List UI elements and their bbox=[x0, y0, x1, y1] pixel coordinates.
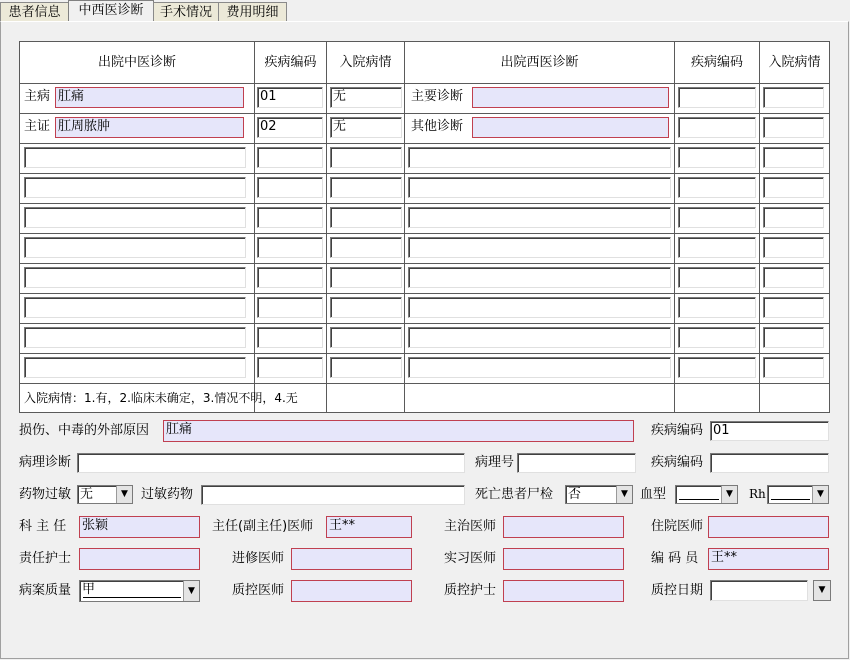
primary-diagnosis-input[interactable] bbox=[472, 87, 669, 108]
trainee-doctor-input[interactable] bbox=[291, 548, 412, 570]
dropdown-arrow-icon[interactable]: ▼ bbox=[812, 486, 828, 503]
record-quality-label: 病案质量 bbox=[19, 583, 72, 598]
other-diagnosis-input[interactable] bbox=[472, 117, 669, 138]
blood-type-label: 血型 bbox=[640, 487, 667, 502]
qc-date-label: 质控日期 bbox=[651, 583, 704, 598]
rh-label: Rh bbox=[749, 487, 766, 501]
main-syndrome-input[interactable]: 肛周脓肿 bbox=[55, 117, 244, 138]
wm-diagnosis-input[interactable] bbox=[408, 237, 671, 258]
injury-code-label: 疾病编码 bbox=[651, 423, 704, 438]
chief-doctor-label: 主任(副主任)医师 bbox=[212, 519, 314, 534]
other-diagnosis-label: 其他诊断 bbox=[411, 119, 464, 134]
wm-code-input[interactable] bbox=[678, 177, 756, 198]
wm-admit-input[interactable] bbox=[763, 267, 824, 288]
dept-head-label: 科 主 任 bbox=[19, 519, 67, 534]
tcm-diagnosis-input[interactable] bbox=[24, 357, 246, 378]
main-disease-admit-input[interactable]: 无 bbox=[330, 87, 402, 108]
tcm-code-input[interactable] bbox=[257, 207, 323, 228]
attending-doctor-input[interactable] bbox=[503, 516, 624, 538]
wm-diagnosis-input[interactable] bbox=[408, 327, 671, 348]
pathology-diagnosis-input[interactable] bbox=[77, 453, 465, 473]
qc-doctor-input[interactable] bbox=[291, 580, 412, 602]
tcm-admit-input[interactable] bbox=[330, 297, 402, 318]
wm-code-input[interactable] bbox=[678, 297, 756, 318]
wm-diagnosis-input[interactable] bbox=[408, 177, 671, 198]
wm-code-input[interactable] bbox=[678, 147, 756, 168]
main-disease-label: 主病 bbox=[24, 89, 51, 104]
qc-nurse-label: 质控护士 bbox=[444, 583, 497, 598]
tcm-diagnosis-input[interactable] bbox=[24, 267, 246, 288]
main-syndrome-code-input[interactable]: 02 bbox=[257, 117, 323, 138]
autopsy-select[interactable] bbox=[565, 485, 633, 504]
tcm-diagnosis-input[interactable] bbox=[24, 177, 246, 198]
tcm-admit-input[interactable] bbox=[330, 207, 402, 228]
tcm-code-input[interactable] bbox=[257, 267, 323, 288]
wm-admit-input[interactable] bbox=[763, 297, 824, 318]
tcm-diagnosis-input[interactable] bbox=[24, 297, 246, 318]
wm-admit-input[interactable] bbox=[763, 357, 824, 378]
calendar-dropdown-icon[interactable]: ▼ bbox=[814, 581, 830, 600]
primary-diagnosis-admit-input[interactable] bbox=[763, 87, 824, 108]
attending-doctor-label: 主治医师 bbox=[444, 519, 497, 534]
dept-head-input[interactable]: 张颖 bbox=[79, 516, 200, 538]
coder-input[interactable]: 王** bbox=[708, 548, 829, 570]
tcm-diagnosis-header: 出院中医诊断 bbox=[97, 55, 176, 70]
responsible-nurse-label: 责任护士 bbox=[19, 551, 72, 566]
tcm-admit-input[interactable] bbox=[330, 327, 402, 348]
resident-doctor-label: 住院医师 bbox=[651, 519, 704, 534]
blood-type-select[interactable] bbox=[675, 485, 738, 504]
intern-doctor-label: 实习医师 bbox=[444, 551, 497, 566]
pathology-number-label: 病理号 bbox=[475, 455, 515, 470]
wm-code-header: 疾病编码 bbox=[690, 55, 743, 70]
dropdown-arrow-icon[interactable]: ▼ bbox=[116, 486, 132, 503]
wm-admit-input[interactable] bbox=[763, 147, 824, 168]
chief-doctor-input[interactable]: 王** bbox=[326, 516, 412, 538]
wm-diagnosis-input[interactable] bbox=[408, 357, 671, 378]
tcm-admit-input[interactable] bbox=[330, 237, 402, 258]
tab-patient-info[interactable]: 患者信息 bbox=[0, 2, 69, 21]
wm-diagnosis-input[interactable] bbox=[408, 207, 671, 228]
primary-diagnosis-label: 主要诊断 bbox=[411, 89, 464, 104]
tcm-diagnosis-input[interactable] bbox=[24, 237, 246, 258]
coder-label: 编 码 员 bbox=[651, 551, 699, 566]
wm-diagnosis-input[interactable] bbox=[408, 297, 671, 318]
injury-cause-input[interactable]: 肛痛 bbox=[163, 420, 634, 442]
main-syndrome-admit-input[interactable]: 无 bbox=[330, 117, 402, 138]
autopsy-value: 否 bbox=[568, 487, 582, 502]
pathology-code-label: 疾病编码 bbox=[651, 455, 704, 470]
other-diagnosis-code-input[interactable] bbox=[678, 117, 756, 138]
main-disease-input[interactable]: 肛痛 bbox=[55, 87, 244, 108]
admission-status-note: 入院病情：1.有，2.临床未确定，3.情况不明，4.无 bbox=[24, 391, 298, 405]
tab-cost-detail[interactable]: 费用明细 bbox=[218, 2, 287, 21]
tcm-admit-header: 入院病情 bbox=[339, 55, 392, 70]
dropdown-arrow-icon[interactable]: ▼ bbox=[721, 486, 737, 503]
record-quality-value: 甲 bbox=[82, 582, 96, 597]
other-diagnosis-admit-input[interactable] bbox=[763, 117, 824, 138]
pathology-diagnosis-label: 病理诊断 bbox=[19, 455, 72, 470]
intern-doctor-input[interactable] bbox=[503, 548, 624, 570]
wm-code-input[interactable] bbox=[678, 327, 756, 348]
tcm-admit-input[interactable] bbox=[330, 357, 402, 378]
qc-date-input[interactable] bbox=[710, 580, 808, 601]
record-quality-select[interactable] bbox=[79, 580, 200, 602]
wm-diagnosis-input[interactable] bbox=[408, 147, 671, 168]
tab-bar bbox=[0, 0, 850, 22]
wm-admit-header: 入院病情 bbox=[768, 55, 821, 70]
tcm-code-input[interactable] bbox=[257, 147, 323, 168]
rh-select[interactable] bbox=[767, 485, 829, 504]
tcm-diagnosis-input[interactable] bbox=[24, 207, 246, 228]
tcm-code-input[interactable] bbox=[257, 297, 323, 318]
allergy-drug-input[interactable] bbox=[201, 485, 465, 505]
tcm-admit-input[interactable] bbox=[330, 267, 402, 288]
drug-allergy-value: 无 bbox=[80, 487, 94, 502]
tcm-diagnosis-input[interactable] bbox=[24, 327, 246, 348]
wm-code-input[interactable] bbox=[678, 267, 756, 288]
tcm-diagnosis-input[interactable] bbox=[24, 147, 246, 168]
tcm-code-input[interactable] bbox=[257, 177, 323, 198]
main-disease-code-input[interactable]: 01 bbox=[257, 87, 323, 108]
wm-diagnosis-header: 出院西医诊断 bbox=[500, 55, 579, 70]
tab-surgery[interactable]: 手术情况 bbox=[153, 2, 219, 21]
diagnosis-grid bbox=[19, 41, 830, 413]
wm-code-input[interactable] bbox=[678, 207, 756, 228]
tcm-code-input[interactable] bbox=[257, 237, 323, 258]
resident-doctor-input[interactable] bbox=[708, 516, 829, 538]
wm-admit-input[interactable] bbox=[763, 327, 824, 348]
qc-doctor-label: 质控医师 bbox=[232, 583, 285, 598]
wm-code-input[interactable] bbox=[678, 357, 756, 378]
tab-diagnosis[interactable]: 中西医诊断 bbox=[68, 0, 154, 22]
dropdown-arrow-icon[interactable]: ▼ bbox=[183, 581, 199, 601]
qc-nurse-input[interactable] bbox=[503, 580, 624, 602]
wm-diagnosis-input[interactable] bbox=[408, 267, 671, 288]
wm-admit-input[interactable] bbox=[763, 237, 824, 258]
injury-cause-label: 损伤、中毒的外部原因 bbox=[19, 423, 150, 438]
qc-date-picker-button[interactable] bbox=[813, 580, 831, 601]
wm-admit-input[interactable] bbox=[763, 177, 824, 198]
wm-code-input[interactable] bbox=[678, 237, 756, 258]
allergy-drug-label: 过敏药物 bbox=[141, 487, 194, 502]
injury-code-input[interactable]: 01 bbox=[710, 421, 829, 441]
pathology-code-input[interactable] bbox=[710, 453, 829, 473]
tcm-admit-input[interactable] bbox=[330, 147, 402, 168]
main-syndrome-label: 主证 bbox=[24, 119, 51, 134]
tcm-code-input[interactable] bbox=[257, 327, 323, 348]
autopsy-label: 死亡患者尸检 bbox=[475, 487, 554, 502]
drug-allergy-select[interactable] bbox=[77, 485, 133, 504]
trainee-doctor-label: 进修医师 bbox=[232, 551, 285, 566]
responsible-nurse-input[interactable] bbox=[79, 548, 200, 570]
tcm-code-input[interactable] bbox=[257, 357, 323, 378]
drug-allergy-label: 药物过敏 bbox=[19, 487, 72, 502]
tcm-admit-input[interactable] bbox=[330, 177, 402, 198]
pathology-number-input[interactable] bbox=[517, 453, 636, 473]
primary-diagnosis-code-input[interactable] bbox=[678, 87, 756, 108]
dropdown-arrow-icon[interactable]: ▼ bbox=[616, 486, 632, 503]
tcm-code-header: 疾病编码 bbox=[264, 55, 317, 70]
wm-admit-input[interactable] bbox=[763, 207, 824, 228]
